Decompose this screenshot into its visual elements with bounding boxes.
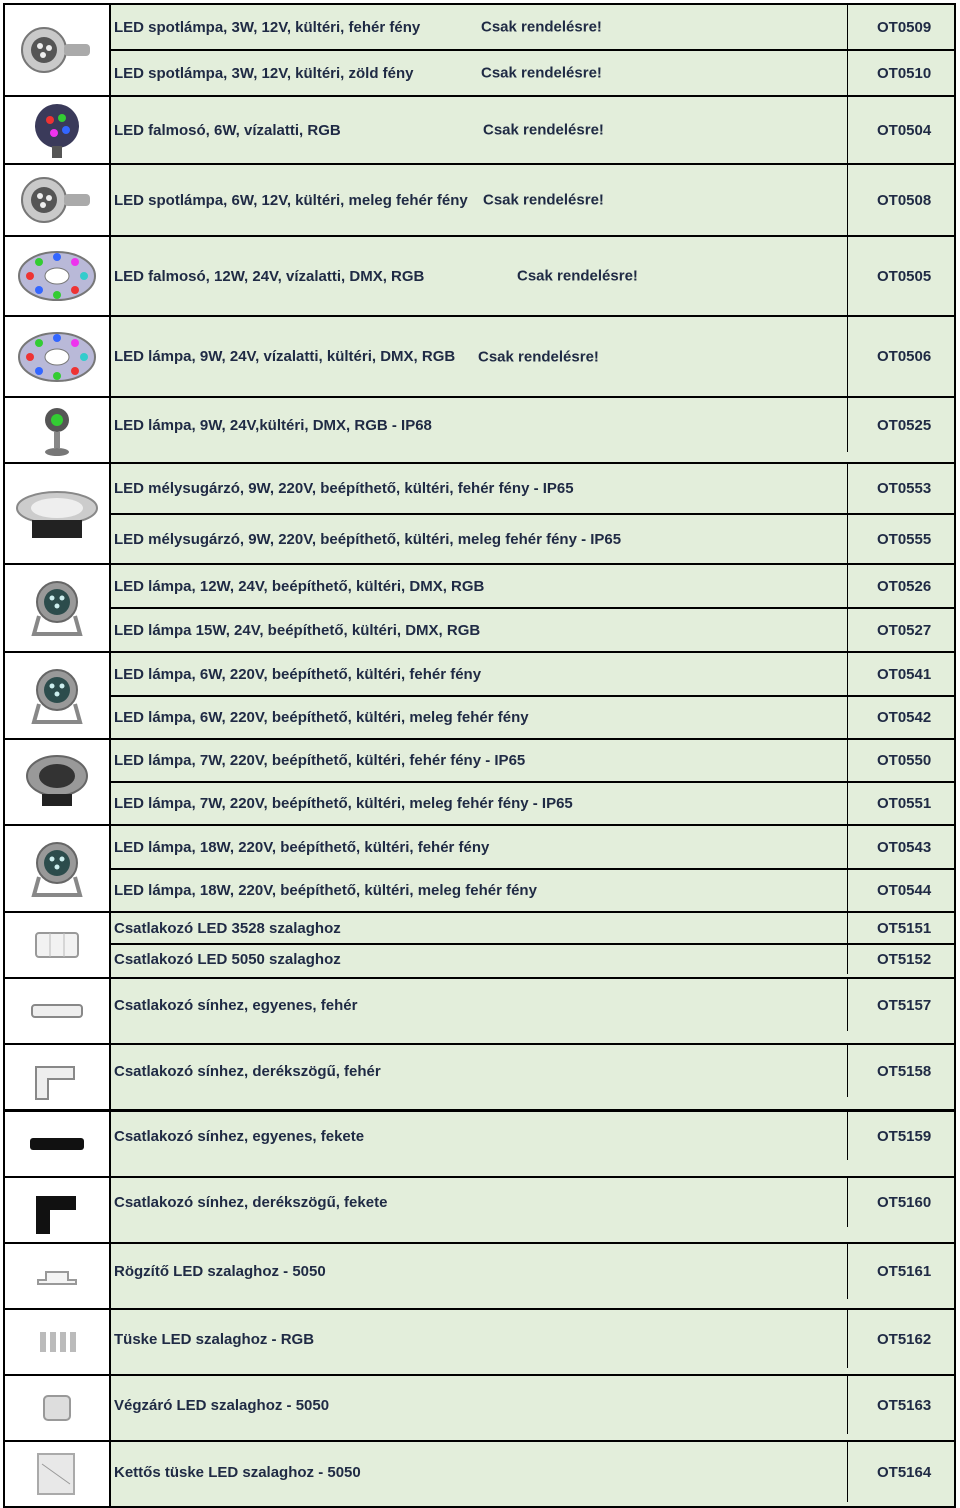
table-row xyxy=(111,464,954,513)
product-image xyxy=(3,165,111,235)
product-image xyxy=(3,1045,111,1109)
product-name xyxy=(111,870,847,911)
product-name-text: LED lámpa, 18W, 220V, beépíthető, kültéri, fehér fény xyxy=(114,838,490,856)
product-image xyxy=(3,317,111,396)
product-image xyxy=(3,979,111,1043)
spotlight-icon xyxy=(12,18,102,82)
floodlight-icon xyxy=(12,664,102,728)
product-group xyxy=(3,3,956,95)
table-row xyxy=(111,165,954,235)
product-image xyxy=(3,1376,111,1440)
product-code: OT0543 xyxy=(847,826,954,868)
product-group xyxy=(3,1242,956,1308)
product-group xyxy=(3,738,956,824)
strip-clip-icon xyxy=(12,1244,102,1308)
double-pin-icon xyxy=(12,1442,102,1506)
table-row xyxy=(111,979,954,1031)
product-name xyxy=(111,1376,847,1434)
product-code: OT5160 xyxy=(847,1178,954,1227)
product-code: OT5152 xyxy=(847,945,954,974)
product-image xyxy=(3,5,111,95)
product-name-text: Csatlakozó sínhez, derékszögű, fehér xyxy=(114,1062,381,1080)
table-row xyxy=(111,398,954,452)
product-name-text: Végzáró LED szalaghoz - 5050 xyxy=(114,1396,330,1414)
order-only-note: Csak rendelésre! xyxy=(517,267,638,285)
product-group xyxy=(3,911,956,977)
product-code: OT0508 xyxy=(847,165,954,235)
product-group xyxy=(3,396,956,462)
product-name xyxy=(111,1442,847,1502)
table-row xyxy=(111,868,954,911)
end-cap-icon xyxy=(12,1376,102,1440)
product-name xyxy=(111,945,847,974)
product-name-text: LED lámpa, 9W, 24V, vízalatti, kültéri, DMX, RGB xyxy=(114,348,456,365)
product-name-text: LED lámpa 15W, 24V, beépíthető, kültéri, DMX, RGB xyxy=(114,621,481,639)
product-name-text: Kettős tüske LED szalaghoz - 5050 xyxy=(114,1463,361,1481)
product-code: OT0505 xyxy=(847,237,954,315)
table-row xyxy=(111,1442,954,1502)
floodlight-icon xyxy=(12,837,102,901)
rgb-ring-lamp-icon xyxy=(12,244,102,308)
product-name-text: LED spotlámpa, 6W, 12V, kültéri, meleg fehér fény xyxy=(114,191,468,209)
product-name xyxy=(111,1112,847,1160)
table-row xyxy=(111,740,954,781)
product-name-text: LED lámpa, 9W, 24V,kültéri, DMX, RGB - IP68 xyxy=(114,416,432,434)
product-code: OT5151 xyxy=(847,913,954,943)
product-name xyxy=(111,697,847,738)
table-row xyxy=(111,826,954,868)
product-image xyxy=(3,740,111,824)
product-name-text: LED lámpa, 7W, 220V, beépíthető, kültéri, fehér fény - IP65 xyxy=(114,752,526,769)
product-name xyxy=(111,5,847,49)
product-name xyxy=(111,1045,847,1097)
product-code: OT5164 xyxy=(847,1442,954,1502)
product-image xyxy=(3,237,111,315)
product-code: OT0506 xyxy=(847,317,954,396)
product-code: OT5162 xyxy=(847,1310,954,1368)
product-code: OT0541 xyxy=(847,653,954,695)
product-code: OT5158 xyxy=(847,1045,954,1097)
product-name-text: Csatlakozó LED 3528 szalaghoz xyxy=(114,919,341,937)
product-name-text: LED lámpa, 6W, 220V, beépíthető, kültéri, meleg fehér fény xyxy=(114,709,529,726)
product-name-text: Csatlakozó sínhez, egyenes, fehér xyxy=(114,996,358,1014)
product-name-text: Csatlakozó sínhez, egyenes, fekete xyxy=(114,1127,365,1145)
product-name xyxy=(111,565,847,607)
product-name-text: LED spotlámpa, 3W, 12V, kültéri, zöld fény xyxy=(114,64,414,82)
product-group xyxy=(3,563,956,651)
product-code: OT0555 xyxy=(847,515,954,563)
product-code: OT0551 xyxy=(847,783,954,824)
product-image xyxy=(3,1244,111,1308)
table-row xyxy=(111,97,954,163)
product-code: OT0542 xyxy=(847,697,954,738)
rgb-wallwasher-icon xyxy=(12,98,102,162)
table-row xyxy=(111,1244,954,1299)
product-image xyxy=(3,565,111,651)
product-name xyxy=(111,237,847,315)
product-image xyxy=(3,464,111,563)
table-row xyxy=(111,1112,954,1160)
product-group xyxy=(3,824,956,911)
table-row xyxy=(111,653,954,695)
product-name xyxy=(111,1178,847,1227)
product-group xyxy=(3,1043,956,1109)
product-code: OT0510 xyxy=(847,51,954,95)
product-name-text: LED lámpa, 7W, 220V, beépíthető, kültéri, meleg fehér fény - IP65 xyxy=(114,795,573,812)
product-code: OT0525 xyxy=(847,398,954,452)
product-group xyxy=(3,977,956,1043)
product-group xyxy=(3,95,956,163)
table-row xyxy=(111,317,954,396)
product-image xyxy=(3,398,111,462)
product-image xyxy=(3,97,111,163)
small-spot-icon xyxy=(12,398,102,462)
product-image xyxy=(3,913,111,977)
table-row xyxy=(111,943,954,974)
product-code: OT0553 xyxy=(847,464,954,513)
strip-connector-icon xyxy=(12,913,102,977)
order-only-note: Csak rendelésre! xyxy=(483,191,604,209)
product-image xyxy=(3,1112,111,1176)
table-row xyxy=(111,513,954,563)
table-row xyxy=(111,237,954,315)
order-only-note: Csak rendelésre! xyxy=(483,121,604,139)
rail-connector-angle-white-icon xyxy=(12,1045,102,1109)
spotlight-icon xyxy=(12,168,102,232)
table-row xyxy=(111,1045,954,1097)
table-row xyxy=(111,1178,954,1227)
product-image xyxy=(3,653,111,738)
table-row xyxy=(111,1376,954,1434)
product-group xyxy=(3,651,956,738)
product-name-text: LED lámpa, 18W, 220V, beépíthető, kültéri, meleg fehér fény xyxy=(114,882,537,899)
product-code: OT5161 xyxy=(847,1244,954,1299)
product-name-text: Rögzítő LED szalaghoz - 5050 xyxy=(114,1263,326,1280)
product-code: OT5159 xyxy=(847,1112,954,1160)
product-name xyxy=(111,783,847,824)
table-row xyxy=(111,781,954,824)
product-name-text: LED lámpa, 6W, 220V, beépíthető, kültéri, fehér fény xyxy=(114,665,482,683)
table-row xyxy=(111,695,954,738)
product-group xyxy=(3,315,956,396)
floodlight-icon xyxy=(12,576,102,640)
product-name-text: Tüske LED szalaghoz - RGB xyxy=(114,1330,315,1348)
product-group xyxy=(3,462,956,563)
product-name xyxy=(111,51,847,95)
product-group xyxy=(3,1308,956,1374)
product-name-text: LED falmosó, 6W, vízalatti, RGB xyxy=(114,121,341,139)
product-name xyxy=(111,826,847,868)
product-name xyxy=(111,165,847,235)
product-name-text: Csatlakozó sínhez, derékszögű, fekete xyxy=(114,1194,388,1211)
product-image xyxy=(3,1178,111,1242)
order-only-note: Csak rendelésre! xyxy=(481,18,602,36)
product-group xyxy=(3,1109,956,1176)
product-name xyxy=(111,398,847,452)
product-name-text: LED falmosó, 12W, 24V, vízalatti, DMX, RGB xyxy=(114,267,425,285)
order-only-note: Csak rendelésre! xyxy=(481,64,602,82)
rail-connector-angle-black-icon xyxy=(12,1178,102,1242)
recessed-lamp-icon xyxy=(12,750,102,814)
table-row xyxy=(111,5,954,49)
product-name-text: LED spotlámpa, 3W, 12V, kültéri, fehér fény xyxy=(114,18,421,36)
product-code: OT5157 xyxy=(847,979,954,1031)
rail-connector-straight-white-icon xyxy=(12,979,102,1043)
product-image xyxy=(3,826,111,911)
product-name-text: LED lámpa, 12W, 24V, beépíthető, kültéri, DMX, RGB xyxy=(114,577,485,595)
product-group xyxy=(3,1176,956,1242)
product-name xyxy=(111,653,847,695)
product-name xyxy=(111,1310,847,1368)
product-name xyxy=(111,740,847,781)
product-group xyxy=(3,163,956,235)
table-row xyxy=(111,565,954,607)
pin-connector-icon xyxy=(12,1310,102,1374)
product-name-text: LED mélysugárzó, 9W, 220V, beépíthető, kültéri, fehér fény - IP65 xyxy=(114,480,574,497)
downlight-icon xyxy=(12,482,102,546)
rail-connector-straight-black-icon xyxy=(12,1112,102,1176)
product-name xyxy=(111,97,847,163)
product-name xyxy=(111,1244,847,1299)
product-name-text: LED mélysugárzó, 9W, 220V, beépíthető, kültéri, meleg fehér fény - IP65 xyxy=(114,530,622,548)
product-code: OT0504 xyxy=(847,97,954,163)
product-code: OT5163 xyxy=(847,1376,954,1434)
product-code: OT0526 xyxy=(847,565,954,607)
product-group xyxy=(3,1440,956,1508)
table-row xyxy=(111,49,954,95)
product-name-text: Csatlakozó LED 5050 szalaghoz xyxy=(114,951,341,968)
product-group xyxy=(3,235,956,315)
product-code: OT0550 xyxy=(847,740,954,781)
order-only-note: Csak rendelésre! xyxy=(478,348,599,365)
product-name xyxy=(111,609,847,651)
product-image xyxy=(3,1442,111,1506)
product-name xyxy=(111,464,847,513)
table-row xyxy=(111,913,954,943)
product-name xyxy=(111,515,847,563)
product-catalog-table xyxy=(3,3,956,1508)
product-image xyxy=(3,1310,111,1374)
product-name xyxy=(111,317,847,396)
product-name xyxy=(111,979,847,1031)
product-code: OT0509 xyxy=(847,5,954,49)
rgb-ring-lamp-icon xyxy=(12,325,102,389)
product-code: OT0544 xyxy=(847,870,954,911)
product-code: OT0527 xyxy=(847,609,954,651)
table-row xyxy=(111,607,954,651)
product-group xyxy=(3,1374,956,1440)
table-row xyxy=(111,1310,954,1368)
product-name xyxy=(111,913,847,943)
